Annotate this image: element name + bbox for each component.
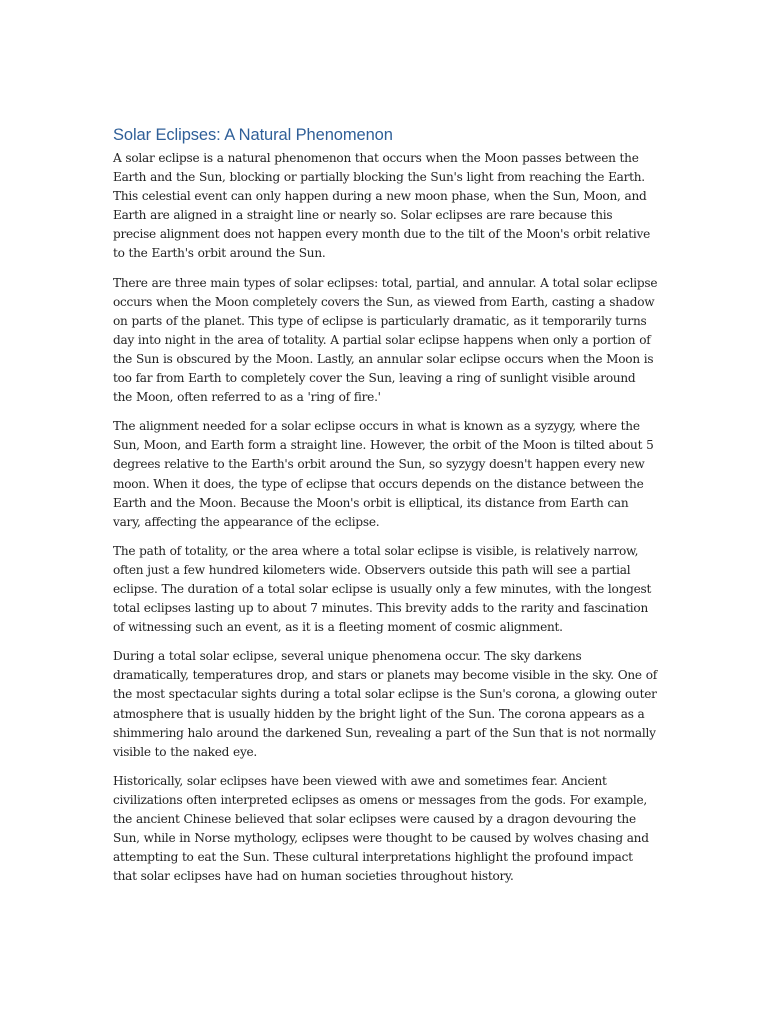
paragraph-history: Historically, solar eclipses have been viewed with awe and sometimes fear. Ancient civilizations often interpreted eclipses as omens or messages from the gods. For example, the ancient Chinese believed that solar eclipses were caused by a dragon devouring the Sun, while in Norse mythology, eclipses were thought to be caused by wolves chasing and attempting to eat the Sun. These cultural interpretations highlight the profound impact that solar eclipses have had on human societies throughout history. <box>113 773 649 884</box>
document-body <box>113 124 658 896</box>
paragraph-definition: A solar eclipse is a natural phenomenon that occurs when the Moon passes between the Earth and the Sun, blocking or partially blocking the Sun's light from reaching the Earth. This celestial event can only happen during a new moon phase, when the Sun, Moon, and Earth are aligned in a straight line or nearly so. Solar eclipses are rare because this precise alignment does not happen every month due to the tilt of the Moon's orbit relative to the Earth's orbit around the Sun. <box>113 151 650 261</box>
paragraph-syzygy: The alignment needed for a solar eclipse occurs in what is known as a syzygy, where the Sun, Moon, and Earth form a straight line. However, the orbit of the Moon is tilted about 5 degrees relative to the Earth's orbit around the Sun, so syzygy doesn't happen every new moon. When it does, the type of eclipse that occurs depends on the distance between the Earth and the Moon. Because the Moon's orbit is elliptical, its distance from Earth can vary, affecting the appearance of the eclipse. <box>113 419 654 529</box>
paragraph-phenomena: During a total solar eclipse, several unique phenomena occur. The sky darkens dramatically, temperatures drop, and stars or planets may become visible in the sky. One of the most spectacular sights during a total solar eclipse is the Sun's corona, a glowing outer atmosphere that is usually hidden by the bright light of the Sun. The corona appears as a shimmering halo around the darkened Sun, revealing a part of the Sun that is not normally visible to the naked eye. <box>113 649 657 759</box>
document-title: Solar Eclipses: A Natural Phenomenon <box>113 126 393 144</box>
paragraph-path-of-totality: The path of totality, or the area where a total solar eclipse is visible, is relatively narrow, often just a few hundred kilometers wide. Observers outside this path will see a partial eclipse. The duration of a total solar eclipse is usually only a few minutes, with the longest total eclipses lasting up to about 7 minutes. This brevity adds to the rarity and fascination of witnessing such an event, as it is a fleeting moment of cosmic alignment. <box>113 543 652 635</box>
paragraph-types: There are three main types of solar eclipses: total, partial, and annular. A total solar eclipse occurs when the Moon completely covers the Sun, as viewed from Earth, casting a shadow on parts of the planet. This type of eclipse is particularly dramatic, as it temporarily turns day into night in the area of totality. A partial solar eclipse happens when only a portion of the Sun is obscured by the Moon. Lastly, an annular solar eclipse occurs when the Moon is too far from Earth to completely cover the Sun, leaving a ring of sunlight visible around the Moon, often referred to as a 'ring of fire.' <box>113 275 658 405</box>
